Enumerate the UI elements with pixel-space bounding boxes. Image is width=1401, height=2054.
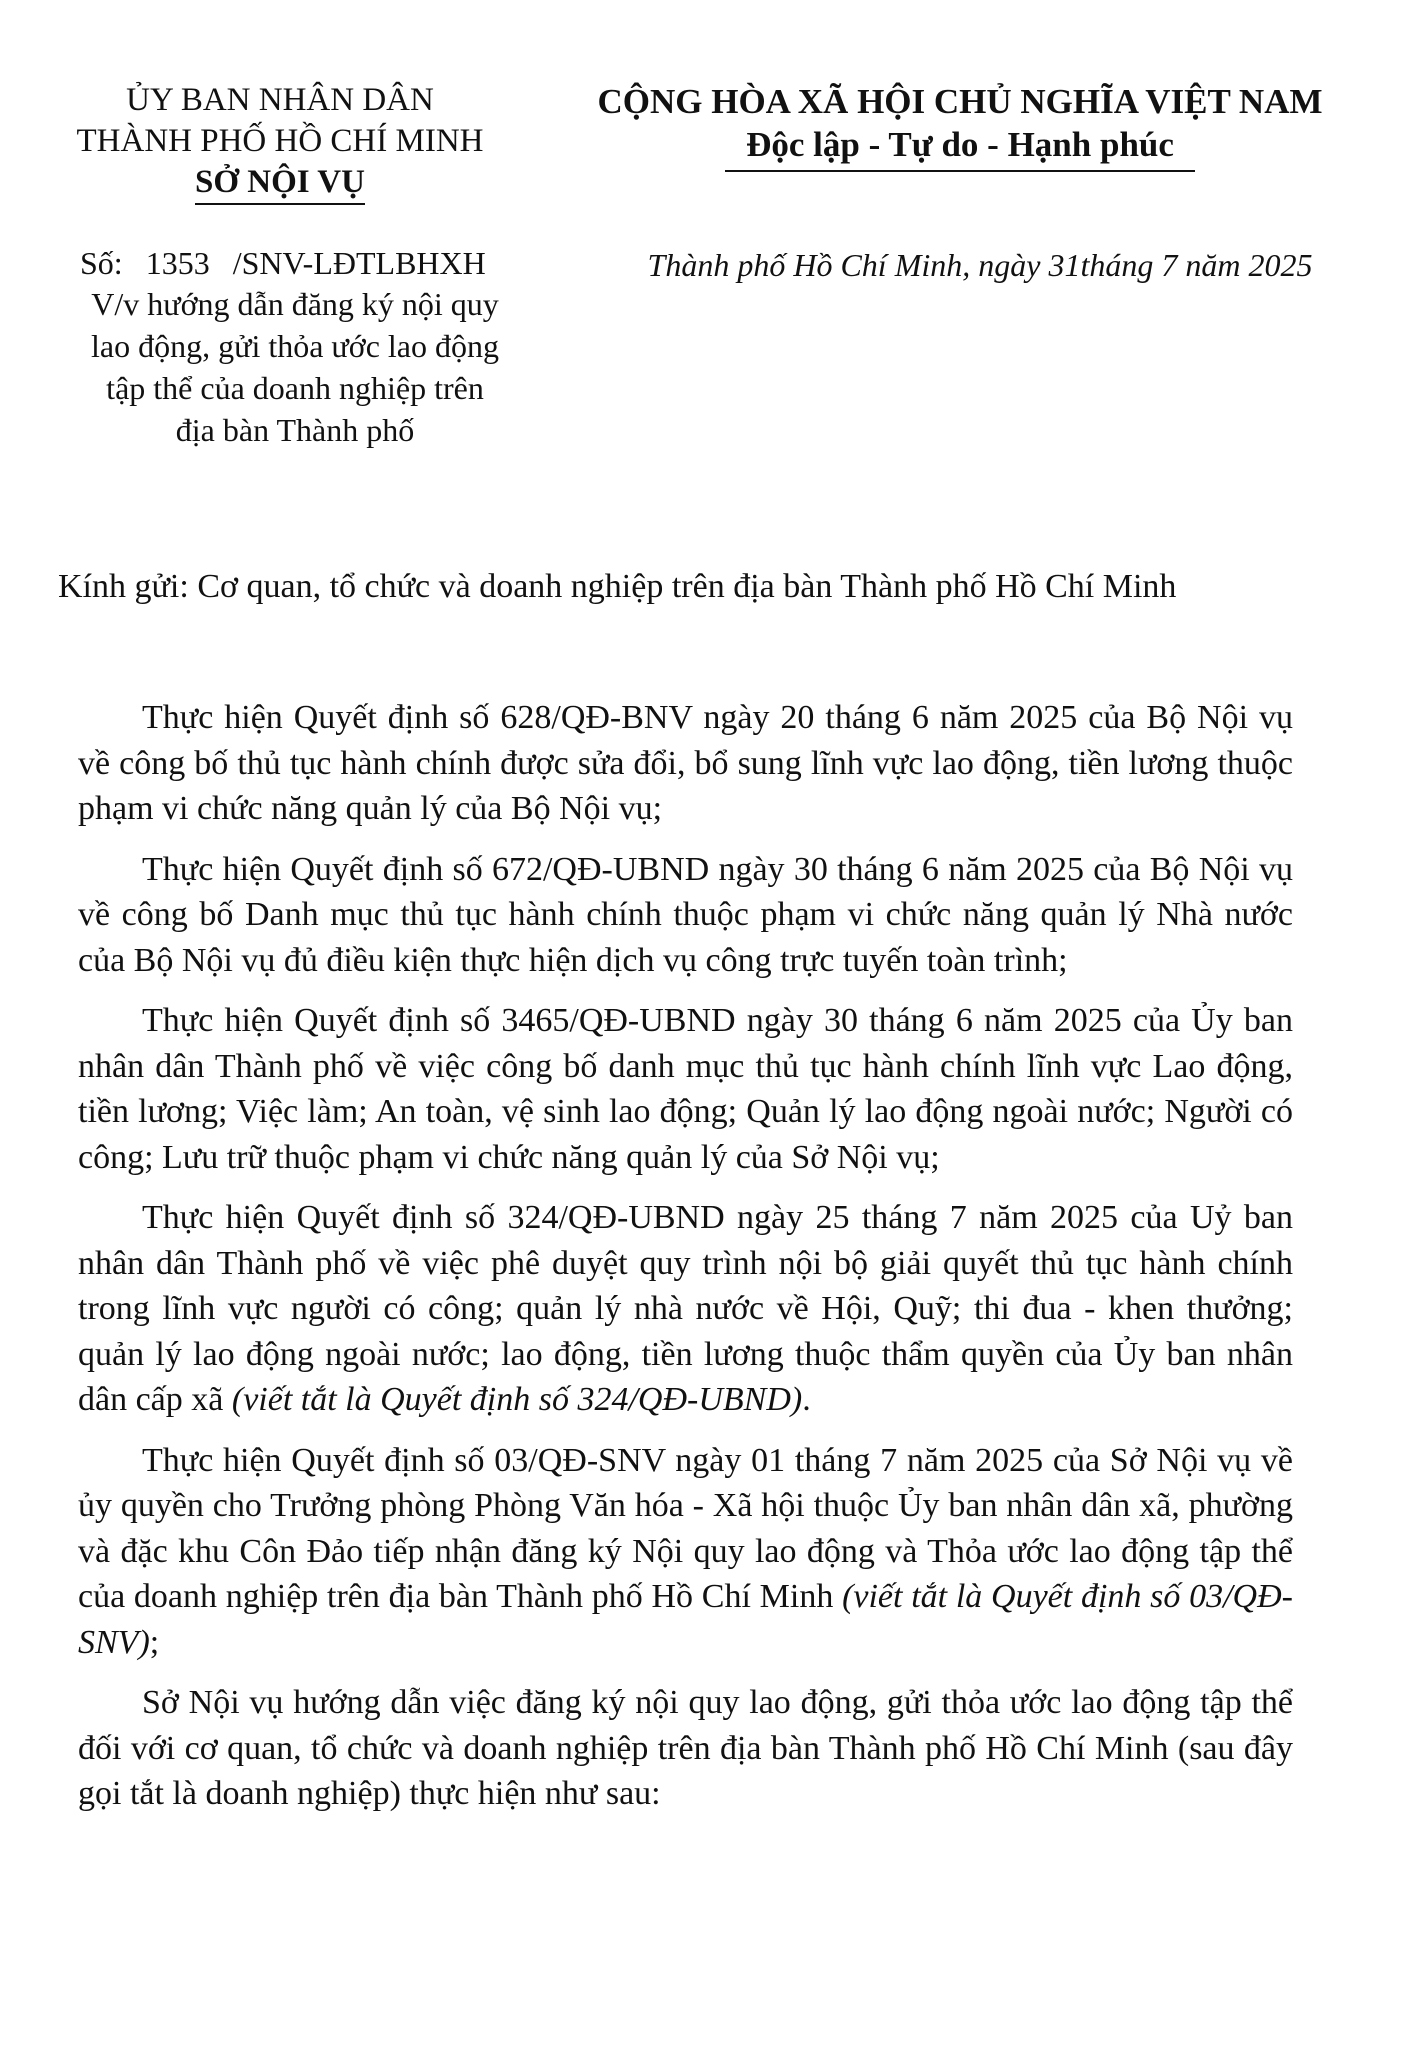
place-and-date: Thành phố Hồ Chí Minh, ngày 31tháng 7 năm 2025 xyxy=(647,247,1313,283)
recipient-line: Kính gửi: Cơ quan, tổ chức và doanh nghiệp trên địa bàn Thành phố Hồ Chí Minh xyxy=(58,568,1177,605)
body-paragraph xyxy=(78,1195,1293,1423)
national-title-block xyxy=(560,80,1360,172)
paragraph-end: . xyxy=(802,1381,811,1418)
national-title: CỘNG HÒA XÃ HỘI CHỦ NGHĨA VIỆT NAM xyxy=(597,82,1323,121)
motto-underline xyxy=(725,170,1195,172)
body-paragraph: Sở Nội vụ hướng dẫn việc đăng ký nội quy lao động, gửi thỏa ước lao động tập thể đối với cơ quan, tổ chức và doanh nghiệp trên địa bàn Thành phố Hồ Chí Minh (sau đây gọi tắt là doanh nghiệp) thực hiện như sau: xyxy=(78,1684,1293,1812)
agency-line-2: THÀNH PHỐ HỒ CHÍ MINH xyxy=(76,123,484,159)
paragraph-abbreviation-note: (viết tắt là Quyết định số 324/QĐ-UBND) xyxy=(231,1381,803,1418)
paragraph-abbreviation-note: (viết tắt là Quyết định số 03/QĐ-SNV) xyxy=(78,1578,1293,1661)
document-number-code: /SNV-LĐTLBHXH xyxy=(232,245,486,281)
document-subject xyxy=(70,283,520,451)
agency-line-1: ỦY BAN NHÂN DÂN xyxy=(126,82,434,118)
document-body xyxy=(78,695,1293,1832)
agency-name: SỞ NỘI VỤ xyxy=(195,164,365,200)
subject-line: tập thể của doanh nghiệp trên xyxy=(106,370,484,406)
body-paragraph: Thực hiện Quyết định số 628/QĐ-BNV ngày 20 tháng 6 năm 2025 của Bộ Nội vụ về công bố thủ tục hành chính được sửa đổi, bổ sung lĩnh vực lao động, tiền lương thuộc phạm vi chức năng quản lý của Bộ Nội vụ; xyxy=(78,699,1293,827)
national-motto: Độc lập - Tự do - Hạnh phúc xyxy=(746,125,1174,164)
subject-line: V/v hướng dẫn đăng ký nội quy xyxy=(91,286,499,322)
document-number-label: Số: xyxy=(80,245,123,281)
paragraph-text: Thực hiện Quyết định số 324/QĐ-UBND ngày 25 tháng 7 năm 2025 của Uỷ ban nhân dân Thành phố về việc phê duyệt quy trình nội bộ giải quyết thủ tục hành chính trong lĩnh vực người có công; quản lý nhà nước về Hội, Quỹ; thi đua - khen thưởng; quản lý lao động ngoài nước; lao động, tiền lương thuộc thẩm quyền của Ủy ban nhân dân cấp xã xyxy=(78,1199,1293,1418)
agency-underline xyxy=(195,203,365,205)
document-number xyxy=(80,243,520,283)
document-number-value: 1353 xyxy=(145,245,210,281)
body-paragraph xyxy=(78,1438,1293,1666)
paragraph-text: Thực hiện Quyết định số 03/QĐ-SNV ngày 01 tháng 7 năm 2025 của Sở Nội vụ về ủy quyền cho Trưởng phòng Phòng Văn hóa - Xã hội thuộc Ủy ban nhân dân xã, phường và đặc khu Côn Đảo tiếp nhận đăng ký Nội quy lao động và Thỏa ước lao động tập thể của doanh nghiệp trên địa bàn Thành phố Hồ Chí Minh xyxy=(78,1441,1293,1615)
body-paragraph: Thực hiện Quyết định số 3465/QĐ-UBND ngày 30 tháng 6 năm 2025 của Ủy ban nhân dân Thành phố về việc công bố danh mục thủ tục hành chính lĩnh vực Lao động, tiền lương; Việc làm; An toàn, vệ sinh lao động; Quản lý lao động ngoài nước; Người có công; Lưu trữ thuộc phạm vi chức năng quản lý của Sở Nội vụ; xyxy=(78,1002,1293,1176)
issuing-agency-block xyxy=(40,80,520,205)
subject-line: lao động, gửi thỏa ước lao động xyxy=(91,328,499,364)
body-paragraph: Thực hiện Quyết định số 672/QĐ-UBND ngày 30 tháng 6 năm 2025 của Bộ Nội vụ về công bố Danh mục thủ tục hành chính thuộc phạm vi chức năng quản lý Nhà nước của Bộ Nội vụ đủ điều kiện thực hiện dịch vụ công trực tuyến toàn trình; xyxy=(78,850,1293,979)
paragraph-end: ; xyxy=(149,1623,160,1661)
subject-line: địa bàn Thành phố xyxy=(175,412,415,448)
